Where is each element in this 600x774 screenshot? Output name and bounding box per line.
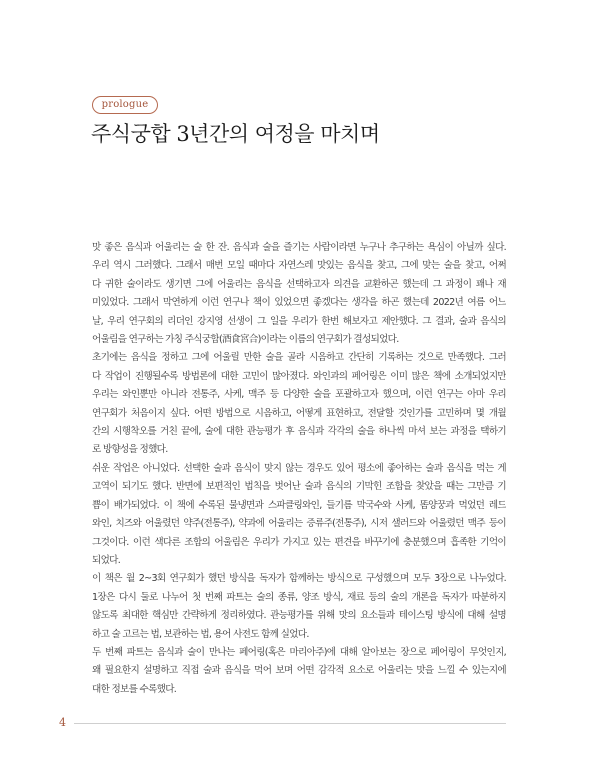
paragraph xyxy=(92,239,506,349)
text-line: 연구회가 처음이지 싶다. 어떤 방법으로 시음하고, 어떻게 표현하고, 전달할 것인가를 고민하며 몇 개월 xyxy=(92,407,506,419)
text-line: 우리 역시 그러했다. 그래서 매번 모일 때마다 자연스레 맛있는 음식을 찾고, 그에 맞는 술을 찾고, 어쩌 xyxy=(92,260,506,272)
paragraph xyxy=(92,644,506,699)
text-line: 다 작업이 진행될수록 방법론에 대한 고민이 많아졌다. 와인과의 페어링은 이미 많은 책에 소개되었지만 xyxy=(92,370,506,382)
text-line: 다 귀한 술이라도 생기면 그에 어울리는 음식을 선택하고자 의견을 교환하곤 했는데 그 과정이 꽤나 재 xyxy=(92,278,506,290)
text-line: 그것이다. 이런 색다른 조합의 어울림은 우리가 가지고 있는 편견을 바꾸기에 충분했으며 흡족한 기억이 xyxy=(92,536,506,548)
text-line: 하고 술 고르는 법, 보관하는 법, 용어 사전도 함께 실었다. xyxy=(92,628,309,640)
page-number: 4 xyxy=(59,716,66,729)
chapter-title: 주식궁합 3년간의 여정을 마치며 xyxy=(91,122,380,146)
text-line: 되었다. xyxy=(92,554,121,566)
paragraph xyxy=(92,349,506,459)
paragraph xyxy=(92,570,506,644)
text-line: 쁨이 배가되었다. 이 책에 수록된 물냉면과 스파클링와인, 들기름 막국수와 사케, 똠양꿍과 먹었던 레드 xyxy=(92,499,506,511)
text-line: 로 방향성을 정했다. xyxy=(92,444,168,456)
text-line: 두 번째 파트는 음식과 술이 만나는 페어링(혹은 마리아주)에 대해 알아보는 장으로 페어링이 무엇인지, xyxy=(92,646,506,658)
text-line: 미있었다. 그래서 막연하게 이런 연구나 책이 있었으면 좋겠다는 생각을 하곤 했는데 2022년 여름 어느 xyxy=(92,297,506,309)
text-line: 날, 우리 연구회의 리더인 강지영 선생이 그 일을 우리가 한번 해보자고 제안했다. 그 결과, 술과 음식의 xyxy=(92,315,506,327)
text-line: 초기에는 음식을 정하고 그에 어울릴 만한 술을 골라 시음하고 간단히 기록하는 것으로 만족했다. 그러 xyxy=(92,352,506,364)
text-line: 왜 필요한지 설명하고 직접 술과 음식을 먹어 보며 어떤 감각적 요소로 어울리는 맛을 느낄 수 있는지에 xyxy=(92,665,506,677)
prologue-tag: prologue xyxy=(92,96,158,114)
text-line: 간의 시행착오를 거친 끝에, 술에 대한 관능평가 후 음식과 각각의 술을 하나씩 마셔 보는 과정을 택하기 xyxy=(92,426,506,438)
text-line: 1장은 다시 둘로 나누어 첫 번째 파트는 술의 종류, 양조 방식, 재료 등의 술의 개론을 독자가 따분하지 xyxy=(92,591,506,603)
text-line: 와인, 치즈와 어울렸던 약주(전통주), 약과에 어울리는 증류주(전통주), 시저 샐러드와 어울렸던 맥주 등이 xyxy=(92,518,506,530)
text-line: 대한 정보를 수록했다. xyxy=(92,683,177,695)
body-text xyxy=(92,239,506,699)
footer-rule xyxy=(74,723,506,724)
paragraph xyxy=(92,460,506,570)
text-line: 쉬운 작업은 아니었다. 선택한 술과 음식이 맞지 않는 경우도 있어 평소에 좋아하는 술과 음식을 먹는 게 xyxy=(92,462,506,474)
text-line: 않도록 최대한 핵심만 간략하게 정리하였다. 관능평가를 위해 맛의 요소들과 테이스팅 방식에 대해 설명 xyxy=(92,610,506,622)
text-line: 어울림을 연구하는 가칭 주식궁합(酒食宮合)이라는 이름의 연구회가 결성되었다. xyxy=(92,334,399,346)
text-line: 맛 좋은 음식과 어울리는 술 한 잔. 음식과 술을 즐기는 사람이라면 누구나 추구하는 욕심이 아닐까 싶다. xyxy=(92,242,506,253)
text-line: 이 책은 월 2~3회 연구회가 했던 방식을 독자가 함께하는 방식으로 구성했으며 모두 3장으로 나누었다. xyxy=(92,573,506,585)
text-line: 우리는 와인뿐만 아니라 전통주, 사케, 맥주 등 다양한 술을 포괄하고자 했으며, 이런 연구는 아마 우리 xyxy=(92,389,506,401)
text-line: 고역이 되기도 했다. 반면에 보편적인 법칙을 벗어난 술과 음식의 기막힌 조합을 찾았을 때는 그만큼 기 xyxy=(92,481,506,493)
